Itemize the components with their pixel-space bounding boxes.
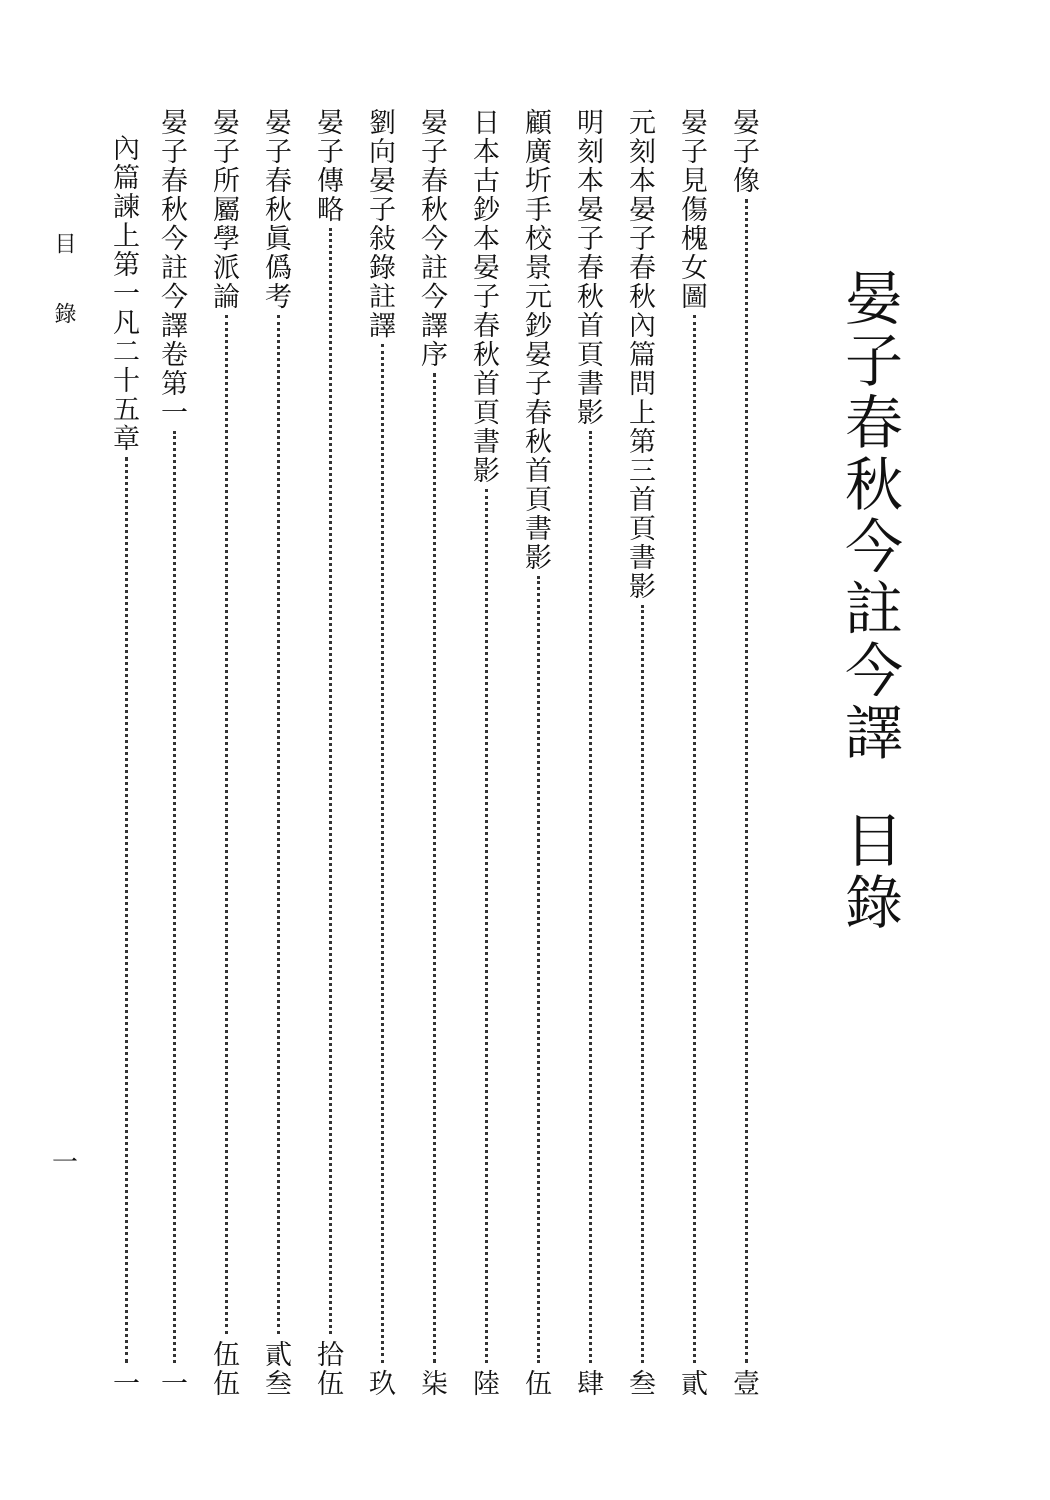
toc-entry-page: 貳叁 xyxy=(260,1340,291,1398)
toc-entry-label: 晏子傳略 xyxy=(312,108,343,224)
toc-entry-page: 貳 xyxy=(676,1369,707,1398)
page-number: 一 xyxy=(52,1148,79,1178)
toc-entry-label: 劉向晏子敍錄註譯 xyxy=(364,108,395,340)
toc-entry-label: 晏子所屬學派論 xyxy=(208,108,239,311)
toc-entry-label: 晏子春秋今註今譯序 xyxy=(416,108,447,369)
toc-entry-page: 一 xyxy=(156,1369,187,1398)
toc-entry[interactable] xyxy=(362,108,402,1398)
toc-entry-label: 晏子春秋眞僞考 xyxy=(260,108,291,311)
dot-leader xyxy=(745,199,748,1363)
toc-entry-page: 陸 xyxy=(468,1369,499,1398)
toc-entry[interactable] xyxy=(310,108,350,1398)
book-title: 晏子春秋今註今譯 xyxy=(835,268,903,764)
toc-heading: 目錄 xyxy=(835,810,903,934)
toc-entry-label: 晏子春秋今註今譯卷第一 xyxy=(156,108,187,427)
running-head: 目錄 xyxy=(51,232,76,372)
dot-leader xyxy=(381,344,384,1363)
toc-entry[interactable] xyxy=(570,108,610,1398)
dot-leader xyxy=(589,431,592,1363)
dot-leader xyxy=(277,315,280,1334)
toc-entry-page: 一 xyxy=(108,1369,139,1398)
dot-leader xyxy=(537,576,540,1363)
dot-leader xyxy=(641,605,644,1363)
toc-entry[interactable] xyxy=(674,108,714,1398)
toc-entry[interactable] xyxy=(518,108,558,1398)
toc-entry-label: 元刻本晏子春秋內篇問上第三首頁書影 xyxy=(624,108,655,601)
toc-entry-page: 伍 xyxy=(520,1369,551,1398)
toc-entry-label: 日本古鈔本晏子春秋首頁書影 xyxy=(468,108,499,485)
toc-entry-page: 肆 xyxy=(572,1369,603,1398)
toc-entry[interactable] xyxy=(106,134,146,1398)
toc-entry-page: 伍伍 xyxy=(208,1340,239,1398)
dot-leader xyxy=(125,457,128,1363)
dot-leader xyxy=(693,315,696,1363)
toc-entry[interactable] xyxy=(726,108,766,1398)
toc-entry[interactable] xyxy=(154,108,194,1398)
toc-entry-page: 柒 xyxy=(416,1369,447,1398)
toc-entry-label: 晏子像 xyxy=(728,108,759,195)
toc-entry-page: 玖 xyxy=(364,1369,395,1398)
toc-entry-page: 叁 xyxy=(624,1369,655,1398)
toc-entry-page: 拾伍 xyxy=(312,1340,343,1398)
dot-leader xyxy=(173,431,176,1363)
toc-entry[interactable] xyxy=(258,108,298,1398)
dot-leader xyxy=(329,228,332,1334)
toc-entry-label: 晏子見傷槐女圖 xyxy=(676,108,707,311)
dot-leader xyxy=(225,315,228,1334)
toc-entry[interactable] xyxy=(622,108,662,1398)
dot-leader xyxy=(485,489,488,1363)
toc-entry[interactable] xyxy=(466,108,506,1398)
toc-entry[interactable] xyxy=(414,108,454,1398)
toc-entry-label: 顧廣圻手校景元鈔晏子春秋首頁書影 xyxy=(520,108,551,572)
toc-entry-page: 壹 xyxy=(728,1369,759,1398)
toc-entry-label: 明刻本晏子春秋首頁書影 xyxy=(572,108,603,427)
toc-entry[interactable] xyxy=(206,108,246,1398)
dot-leader xyxy=(433,373,436,1363)
toc-entry-label: 內篇諫上第一凡二十五章 xyxy=(108,134,139,453)
